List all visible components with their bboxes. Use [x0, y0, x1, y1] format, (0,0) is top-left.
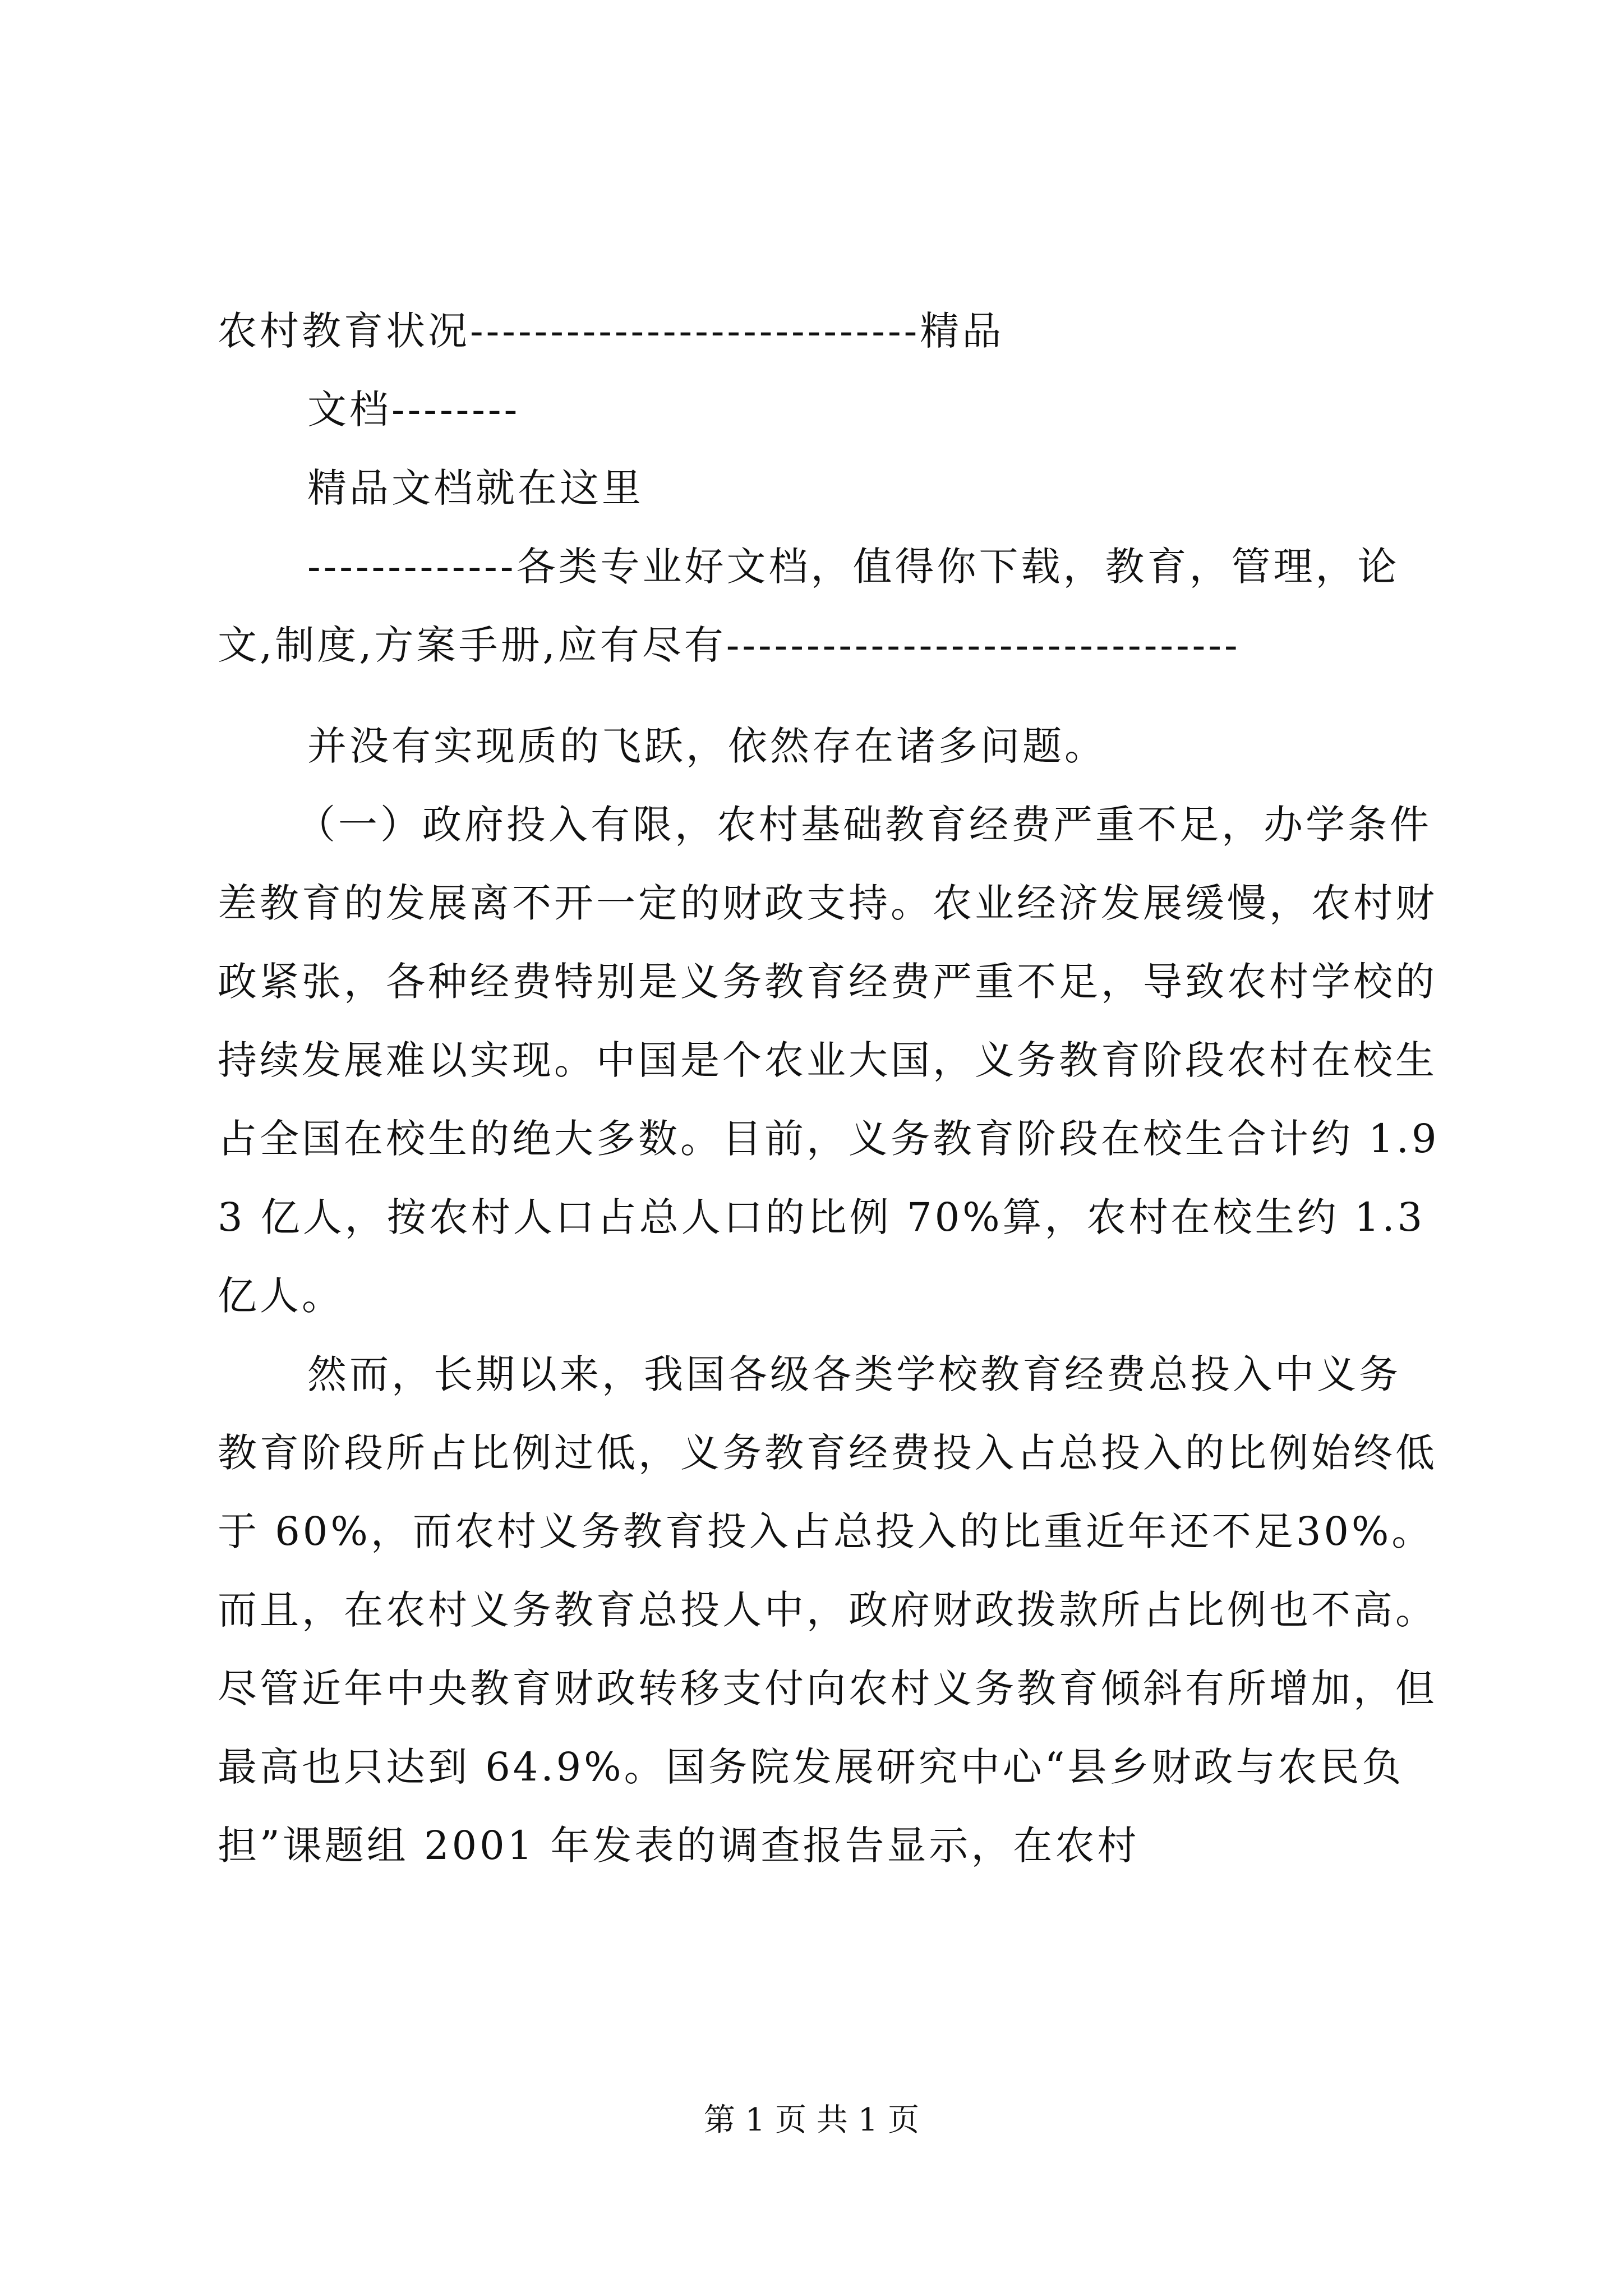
header-line-continuation: 文档--------: [307, 386, 520, 432]
header-line-promo: -------------各类专业好文档，值得你下载，教育，管理，论文,制度,方案手册,应有尽有--------------------------------: [218, 544, 1400, 668]
document-body: [218, 292, 1440, 1885]
paragraph-2: （一）政府投入有限，农村基础教育经费严重不足，办学条件差教育的发展离不开一定的财政支持。农业经济发展缓慢，农村财政紧张，各种经费特别是义务教育经费严重不足，导致农村学校的持续发展难以实现。中国是个农业大国，义务教育阶段农村在校生占全国在校生的绝大多数。目前，义务教育阶段在校生合计约 1.93 亿人，按农村人口占总人口的比例 70%算，农村在校生约 1.3 亿人。: [218, 802, 1440, 1319]
header-line-tagline: 精品文档就在这里: [307, 465, 644, 511]
page-footer: 第 1 页 共 1 页: [703, 2102, 920, 2138]
paragraph-1: 并没有实现质的飞跃，依然存在诸多问题。: [307, 723, 1106, 769]
header-line-title: 农村教育状况----------------------------精品: [218, 308, 1004, 354]
paragraph-3: 然而，长期以来，我国各级各类学校教育经费总投入中义务教育阶段所占比例过低，义务教育经费投入占总投入的比例始终低于 60%，而农村义务教育投入占总投入的比重近年还不足30%。而且，在农村义务教育总投人中，政府财政拨款所占比例也不高。尽管近年中央教育财政转移支付向农村义务教育倾斜有所增加，但最高也只达到 64.9%。国务院发展研究中心“县乡财政与农民负担”课题组 2001 年发表的调查报告显示，在农村: [218, 1351, 1437, 1869]
